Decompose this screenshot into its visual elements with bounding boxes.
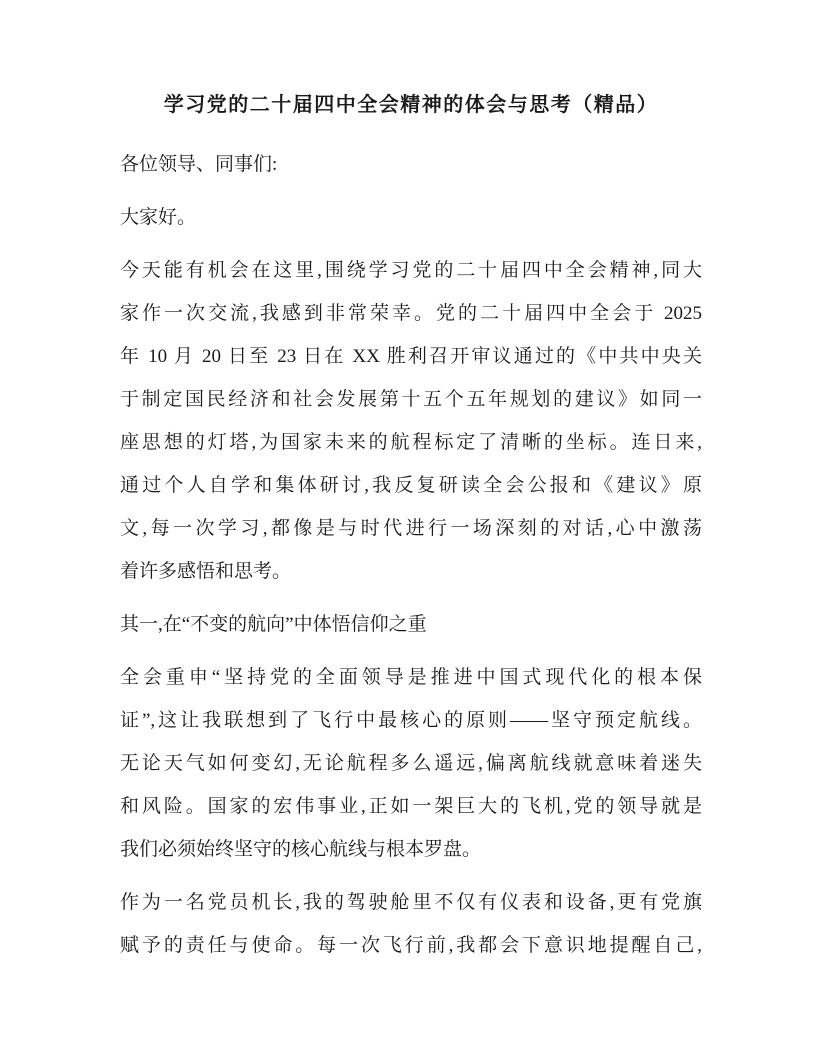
text-line: 于制定国民经济和社会发展第十五个五年规划的建议》如同一 bbox=[120, 389, 702, 410]
text-line: 证”,这让我联想到了飞行中最核心的原则——坚守预定航线。 bbox=[120, 710, 702, 731]
paragraph bbox=[120, 196, 702, 239]
text-line: 作为一名党员机长,我的驾驶舱里不仅有仪表和设备,更有党旗 bbox=[120, 892, 702, 913]
text-line: 无论天气如何变幻,无论航程多么遥远,偏离航线就意味着迷失 bbox=[120, 753, 702, 774]
text-line: 大家好。 bbox=[120, 207, 197, 228]
text-line: 赋予的责任与使命。每一次飞行前,我都会下意识地提醒自己, bbox=[120, 935, 702, 956]
text-line: 家作一次交流,我感到非常荣幸。党的二十届四中全会于 2025 bbox=[120, 303, 702, 324]
paragraph bbox=[120, 656, 702, 871]
text-line: 座思想的灯塔,为国家未来的航程标定了清晰的坐标。连日来, bbox=[120, 432, 702, 453]
text-line: 文,每一次学习,都像是与时代进行一场深刻的对话,心中激荡 bbox=[120, 518, 702, 539]
text-line: 通过个人自学和集体研讨,我反复研读全会公报和《建议》原 bbox=[120, 475, 702, 496]
text-line: 其一,在“不变的航向”中体悟信仰之重 bbox=[120, 614, 427, 635]
text-line: 各位领导、同事们: bbox=[120, 154, 278, 175]
text-line: 今天能有机会在这里,围绕学习党的二十届四中全会精神,同大 bbox=[120, 260, 702, 281]
text-line: 我们必须始终坚守的核心航线与根本罗盘。 bbox=[120, 839, 482, 860]
document-title: 学习党的二十届四中全会精神的体会与思考（精品） bbox=[163, 94, 659, 116]
text-line: 着许多感悟和思考。 bbox=[120, 561, 292, 582]
paragraph bbox=[120, 249, 702, 593]
paragraph bbox=[120, 881, 702, 967]
section-heading bbox=[120, 603, 702, 646]
text-line: 和风险。国家的宏伟事业,正如一架巨大的飞机,党的领导就是 bbox=[120, 796, 702, 817]
paragraph bbox=[120, 143, 702, 186]
text-line: 全会重申“坚持党的全面领导是推进中国式现代化的根本保 bbox=[120, 667, 702, 688]
text-line: 年 10 月 20 日至 23 日在 XX 胜利召开审议通过的《中共中央关 bbox=[120, 346, 702, 367]
document-body bbox=[120, 143, 702, 967]
